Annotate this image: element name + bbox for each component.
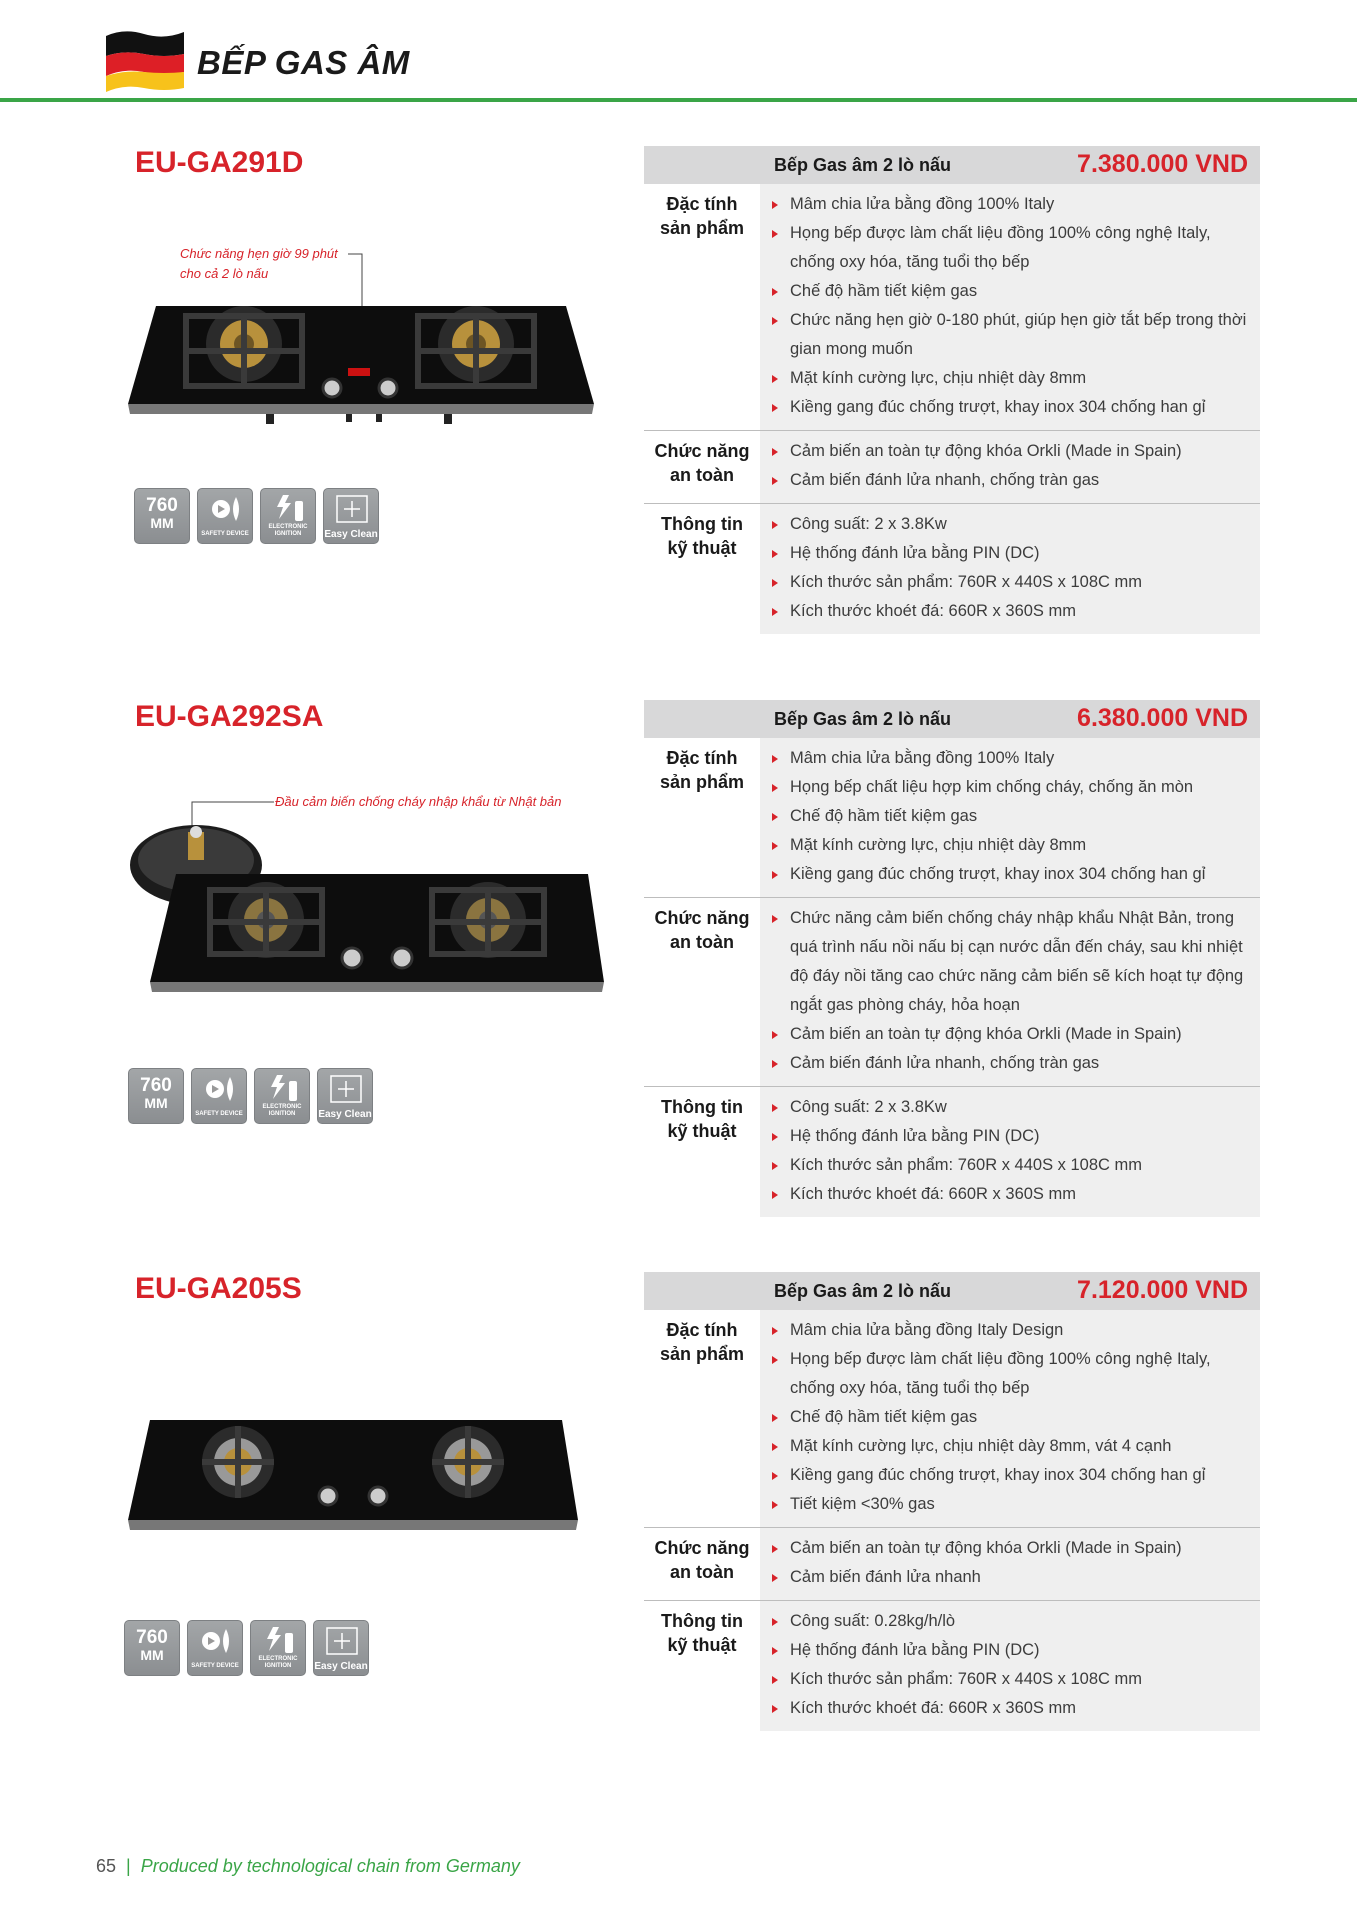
- list-item: Cảm biến đánh lửa nhanh: [770, 1563, 1250, 1592]
- list-item: Công suất: 2 x 3.8Kw: [770, 1093, 1250, 1122]
- electronic-ignition-badge: ELECTRONIC IGNITION: [260, 488, 316, 544]
- section-items: [760, 738, 1260, 897]
- feature-callout: Chức năng hẹn giờ 99 phút cho cả 2 lò nấu: [180, 246, 338, 281]
- safety-device-badge: SAFETY DEVICE: [191, 1068, 247, 1124]
- size-badge: 760 MM: [124, 1620, 180, 1676]
- list-item: Hệ thống đánh lửa bằng PIN (DC): [770, 539, 1250, 568]
- section-label: Thông tin kỹ thuật: [661, 1611, 743, 1655]
- spec-section-safety: [644, 431, 1260, 504]
- electronic-ignition-badge: ELECTRONIC IGNITION: [254, 1068, 310, 1124]
- feature-badges: [124, 1620, 369, 1676]
- list-item: Kích thước sản phẩm: 760R x 440S x 108C mm: [770, 1665, 1250, 1694]
- spec-header: [644, 700, 1260, 738]
- easy-clean-badge: Easy Clean: [313, 1620, 369, 1676]
- lightning-icon: [263, 1625, 297, 1655]
- flame-icon: [208, 495, 244, 523]
- spec-section-features: [644, 1310, 1260, 1528]
- section-items: [760, 184, 1260, 430]
- list-item: Chức năng hẹn giờ 0-180 phút, giúp hẹn giờ tắt bếp trong thời gian mong muốn: [770, 306, 1250, 364]
- section-label: Đặc tính sản phẩm: [659, 194, 745, 238]
- section-label: Đặc tính sản phẩm: [659, 1320, 745, 1364]
- spec-section-technical: [644, 504, 1260, 634]
- easy-clean-badge: Easy Clean: [323, 488, 379, 544]
- list-item: Chế độ hầm tiết kiệm gas: [770, 1403, 1250, 1432]
- list-item: Kích thước khoét đá: 660R x 360S mm: [770, 1180, 1250, 1209]
- page-title: BẾP GAS ÂM: [197, 44, 410, 81]
- lightning-icon: [267, 1073, 301, 1103]
- easy-clean-badge: Easy Clean: [317, 1068, 373, 1124]
- list-item: Chế độ hầm tiết kiệm gas: [770, 277, 1250, 306]
- safety-device-badge: SAFETY DEVICE: [197, 488, 253, 544]
- spec-section-technical: [644, 1601, 1260, 1731]
- section-items: [760, 1310, 1260, 1527]
- electronic-ignition-badge: ELECTRONIC IGNITION: [250, 1620, 306, 1676]
- spec-header: [644, 1272, 1260, 1310]
- list-item: Công suất: 2 x 3.8Kw: [770, 510, 1250, 539]
- spec-section-safety: [644, 1528, 1260, 1601]
- sparkle-icon: [326, 1627, 358, 1655]
- section-items: [760, 1601, 1260, 1731]
- list-item: Kiềng gang đúc chống trượt, khay inox 304 chống han gỉ: [770, 1461, 1250, 1490]
- germany-flag-icon: [104, 26, 186, 92]
- gas-hob-image: [126, 276, 596, 436]
- product-card-ga292sa: [0, 700, 1357, 1220]
- size-badge: 760 MM: [134, 488, 190, 544]
- product-model: EU-GA292SA: [135, 700, 324, 733]
- list-item: Cảm biến an toàn tự động khóa Orkli (Made in Spain): [770, 1020, 1250, 1049]
- section-items: [760, 431, 1260, 503]
- product-category: Bếp Gas âm 2 lò nấu: [774, 1281, 952, 1301]
- product-price: 7.120.000 VND: [1077, 1276, 1248, 1304]
- size-badge: 760 MM: [128, 1068, 184, 1124]
- list-item: Họng bếp được làm chất liệu đồng 100% công nghệ Italy, chống oxy hóa, tăng tuổi thọ bếp: [770, 219, 1250, 277]
- section-label: Chức năng an toàn: [654, 1538, 750, 1582]
- spec-section-safety: [644, 898, 1260, 1087]
- list-item: Cảm biến đánh lửa nhanh, chống tràn gas: [770, 1049, 1250, 1078]
- list-item: Kiềng gang đúc chống trượt, khay inox 304 chống han gỉ: [770, 393, 1250, 422]
- section-items: [760, 898, 1260, 1086]
- list-item: Hệ thống đánh lửa bằng PIN (DC): [770, 1636, 1250, 1665]
- product-price: 7.380.000 VND: [1077, 150, 1248, 178]
- list-item: Cảm biến an toàn tự động khóa Orkli (Made in Spain): [770, 437, 1250, 466]
- list-item: Họng bếp được làm chất liệu đồng 100% công nghệ Italy, chống oxy hóa, tăng tuổi thọ bếp: [770, 1345, 1250, 1403]
- product-model: EU-GA291D: [135, 146, 304, 179]
- sparkle-icon: [336, 495, 368, 523]
- footer-tagline: Produced by technological chain from Germany: [140, 1856, 520, 1876]
- spec-section-technical: [644, 1087, 1260, 1217]
- section-label: Chức năng an toàn: [654, 908, 750, 952]
- list-item: Mặt kính cường lực, chịu nhiệt dày 8mm: [770, 831, 1250, 860]
- product-model: EU-GA205S: [135, 1272, 302, 1305]
- gas-hob-image: [126, 1400, 582, 1550]
- lightning-icon: [273, 493, 307, 523]
- flame-icon: [202, 1075, 238, 1103]
- list-item: Mặt kính cường lực, chịu nhiệt dày 8mm: [770, 364, 1250, 393]
- page-footer: [96, 1856, 520, 1877]
- flame-icon: [198, 1627, 234, 1655]
- list-item: Kích thước khoét đá: 660R x 360S mm: [770, 1694, 1250, 1723]
- list-item: Chức năng cảm biến chống cháy nhập khẩu Nhật Bản, trong quá trình nấu nồi nấu bị cạn nước dẫn đến cháy, sau khi nhiệt độ đáy nồi tăng cao chức năng cảm biến sẽ kích hoạt tự động ngắt gas phòng cháy, hỏa hoạn: [770, 904, 1250, 1020]
- feature-callout: Đầu cảm biến chống cháy nhập khẩu từ Nhật bản: [275, 794, 562, 809]
- header-divider: [0, 98, 1357, 102]
- spec-section-features: [644, 738, 1260, 898]
- section-label: Thông tin kỹ thuật: [661, 1097, 743, 1141]
- sparkle-icon: [330, 1075, 362, 1103]
- spec-table: [644, 700, 1260, 1217]
- footer-separator: |: [126, 1856, 131, 1876]
- list-item: Tiết kiệm <30% gas: [770, 1490, 1250, 1519]
- section-items: [760, 1087, 1260, 1217]
- gas-hob-image: [148, 850, 608, 1010]
- page-number: 65: [96, 1856, 117, 1876]
- product-card-ga205s: [0, 1272, 1357, 1752]
- spec-table: [644, 146, 1260, 634]
- list-item: Kích thước sản phẩm: 760R x 440S x 108C mm: [770, 568, 1250, 597]
- list-item: Họng bếp chất liệu hợp kim chống cháy, chống ăn mòn: [770, 773, 1250, 802]
- product-category: Bếp Gas âm 2 lò nấu: [774, 155, 952, 175]
- safety-device-badge: SAFETY DEVICE: [187, 1620, 243, 1676]
- list-item: Công suất: 0.28kg/h/lò: [770, 1607, 1250, 1636]
- product-category: Bếp Gas âm 2 lò nấu: [774, 709, 952, 729]
- product-price: 6.380.000 VND: [1077, 704, 1248, 732]
- feature-badges: [134, 488, 379, 544]
- spec-table: [644, 1272, 1260, 1731]
- list-item: Kiềng gang đúc chống trượt, khay inox 304 chống han gỉ: [770, 860, 1250, 889]
- section-items: [760, 1528, 1260, 1600]
- spec-header: [644, 146, 1260, 184]
- feature-badges: [128, 1068, 373, 1124]
- section-label: Thông tin kỹ thuật: [661, 514, 743, 558]
- list-item: Cảm biến đánh lửa nhanh, chống tràn gas: [770, 466, 1250, 495]
- list-item: Mặt kính cường lực, chịu nhiệt dày 8mm, vát 4 cạnh: [770, 1432, 1250, 1461]
- list-item: Kích thước khoét đá: 660R x 360S mm: [770, 597, 1250, 626]
- list-item: Mâm chia lửa bằng đồng 100% Italy: [770, 744, 1250, 773]
- product-card-ga291d: [0, 146, 1357, 626]
- section-label: Chức năng an toàn: [654, 441, 750, 485]
- section-label: Đặc tính sản phẩm: [659, 748, 745, 792]
- section-items: [760, 504, 1260, 634]
- list-item: Kích thước sản phẩm: 760R x 440S x 108C mm: [770, 1151, 1250, 1180]
- spec-section-features: [644, 184, 1260, 431]
- list-item: Cảm biến an toàn tự động khóa Orkli (Made in Spain): [770, 1534, 1250, 1563]
- list-item: Hệ thống đánh lửa bằng PIN (DC): [770, 1122, 1250, 1151]
- list-item: Mâm chia lửa bằng đồng Italy Design: [770, 1316, 1250, 1345]
- list-item: Mâm chia lửa bằng đồng 100% Italy: [770, 190, 1250, 219]
- list-item: Chế độ hầm tiết kiệm gas: [770, 802, 1250, 831]
